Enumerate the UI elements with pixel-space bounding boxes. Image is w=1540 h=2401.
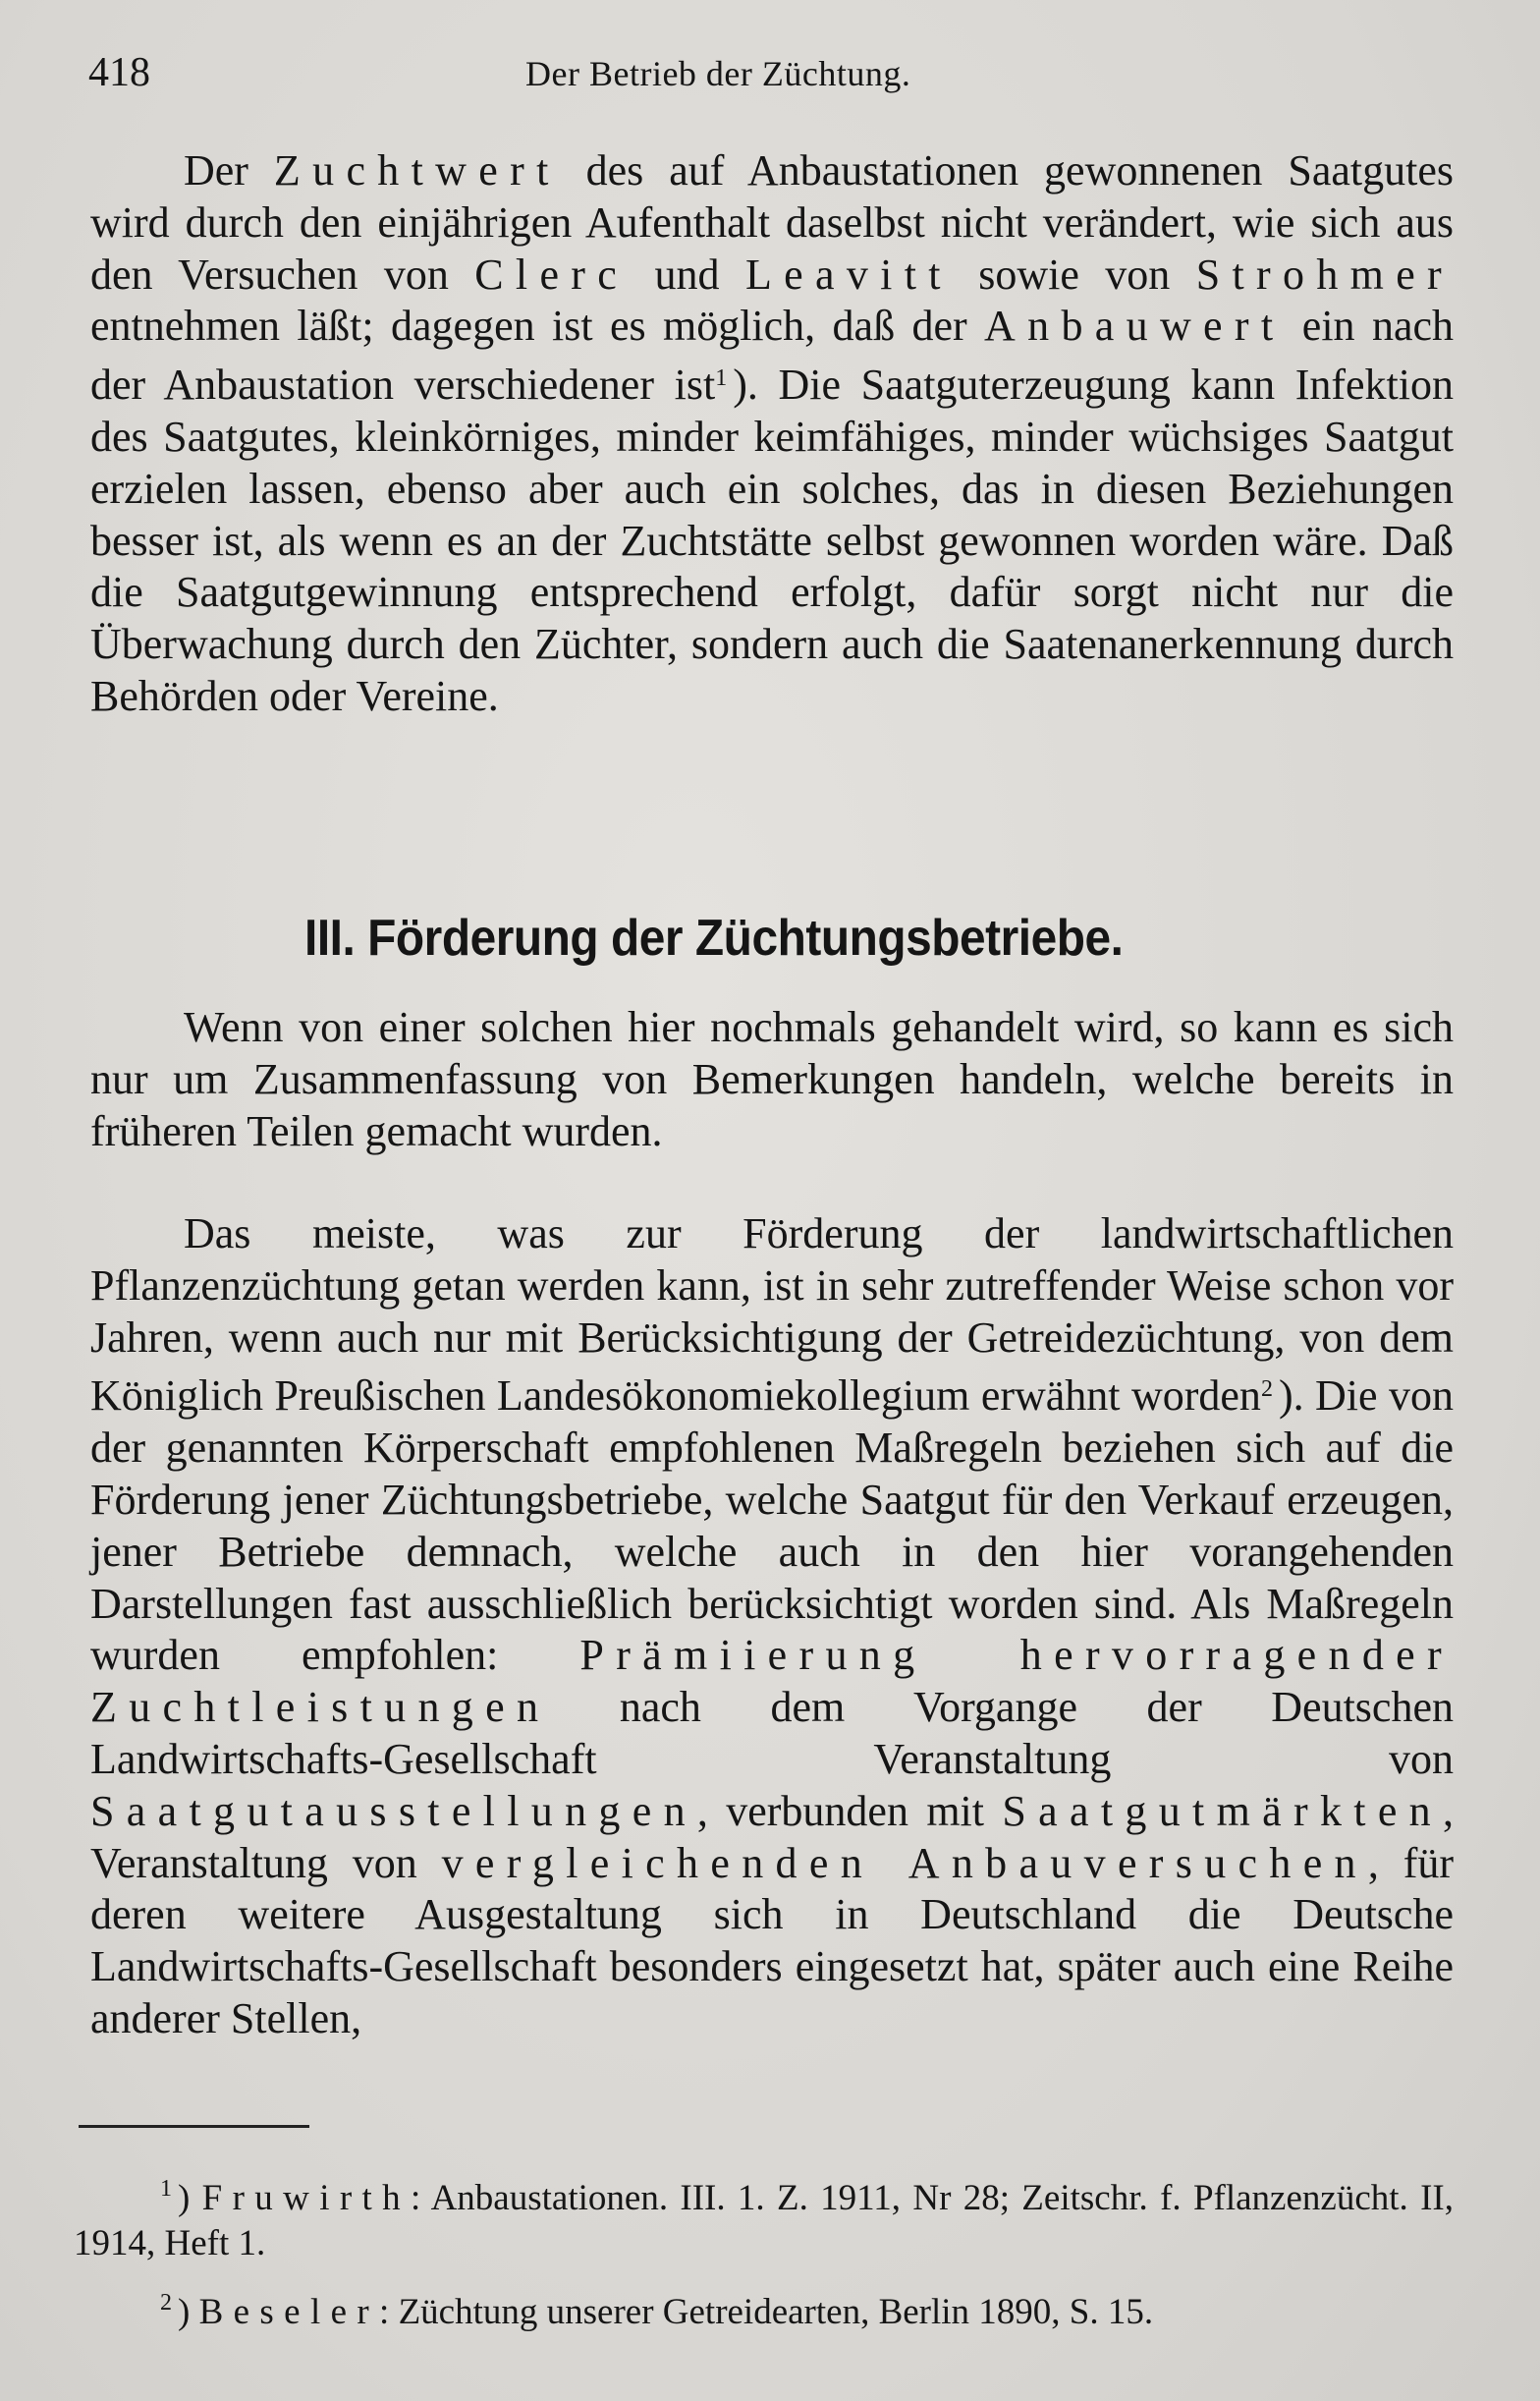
paragraph-intro: Wenn von einer solchen hier nochmals gehandelt wird, so kann es sich nur um Zusammenfassung von Bemerkungen handeln, welche bereits in früheren Teilen gemacht wurden. (90, 1003, 1454, 1155)
spaced-term-saatgutausstellungen: Saatgutausstellungen (90, 1786, 697, 1835)
footnote-marker-1: 1 (160, 2176, 172, 2202)
spaced-name-strohmer: Strohmer (1195, 250, 1455, 299)
spaced-term-zuchtwert: Zuchtwert (273, 146, 561, 195)
running-title: Der Betrieb der Züchtung. (525, 54, 911, 93)
paragraph-massregeln: Das meiste, was zur Förderung der landwirtschaftlichen Pflanzenzüchtung getan werden kann, ist in sehr zutreffender Weise schon vor Jahren, wenn auch nur mit Berücksichtigung der Getreidezüchtung, von dem Königlich Preußischen Landesökonomiekollegium erwähnt worden$^2$ ). Die von der genannten Körperschaft empfohlenen Maßregeln beziehen sich auf die Förderung jener Züchtungsbetriebe, welche Saatgut für den Verkauf erzeugen, jener Betriebe demnach, welche auch in den hier vorangehenden Darstellungen fast ausschließlich berücksichtigt worden sind. Als Maßregeln wurden empfohlen: Prämiierung hervorragender Zuchtleistungen nach dem Vorgange der Deutschen Landwirtschafts-Gesellschaft Veranstaltung von Saatgutausstellungen, verbunden mit Saatgutmärkten, Veranstaltung von vergleichenden Anbauversuchen, für deren weitere Ausgestaltung sich in Deutschland die Deutsche Landwirtschafts-Gesellschaft besonders eingesetzt hat, später auch eine Reihe anderer Stellen, (90, 1209, 1454, 2042)
footnote-ref-1[interactable]: 1 (715, 365, 728, 392)
spaced-term-saatgutmaerkten: Saatgutmärkten (1002, 1786, 1443, 1835)
spaced-term-anbauversuchen: vergleichenden Anbauversuchen (441, 1838, 1368, 1887)
section-heading: III. Förderung der Züchtungsbetriebe. (304, 910, 1124, 967)
spaced-name-leavitt: Leavitt (744, 250, 953, 299)
spaced-term-praemiierung: Prämiierung hervorragender Zuchtleistungen (90, 1631, 1454, 1732)
page-number: 418 (88, 50, 150, 95)
footnote-1: $^1$ ) Fruwirth: Anbaustationen. III. 1. Z. 1911, Nr 28; Zeitschr. f. Pflanzenzücht. II, 1914, Heft 1. (74, 2176, 1454, 2263)
footnote-author-fruwirth: Fruwirth (201, 2178, 412, 2218)
paragraph-zuchtwert: Der Zuchtwert des auf Anbaustationen gewonnenen Saatgutes wird durch den einjährigen Aufenthalt daselbst nicht verändert, wie sich aus den Versuchen von Clerc und Leavitt sowie von Strohmer entnehmen läßt; dagegen ist es möglich, daß der Anbauwert ein nach der Anbaustation verschiedener ist$^1$ ). Die Saatguterzeugung kann Infektion des Saatgutes, kleinkörniges, minder keimfähiges, minder wüchsiges Saatgut erzielen lassen, ebenso aber auch ein solches, das in diesen Beziehungen besser ist, als wenn es an der Zuchtstätte selbst gewonnen worden wäre. Daß die Saatgutgewinnung entsprechend erfolgt, dafür sorgt nicht nur die Überwachung durch den Züchter, sondern auch die Saatenanerkennung durch Behörden oder Vereine. (90, 146, 1455, 720)
footnote-ref-2[interactable]: 2 (1260, 1376, 1273, 1403)
running-head (88, 49, 1463, 108)
spaced-term-anbauwert: Anbauwert (984, 302, 1286, 351)
footnote-rule (79, 2125, 309, 2128)
footnote-marker-2: 2 (160, 2290, 172, 2316)
footnote-author-beseler: Beseler (198, 2292, 380, 2332)
footnotes (74, 2166, 1454, 2335)
footnote-2: $^2$ ) Beseler: Züchtung unserer Getreidearten, Berlin 1890, S. 15. (160, 2290, 1154, 2332)
spaced-name-clerc: Clerc (474, 250, 630, 299)
